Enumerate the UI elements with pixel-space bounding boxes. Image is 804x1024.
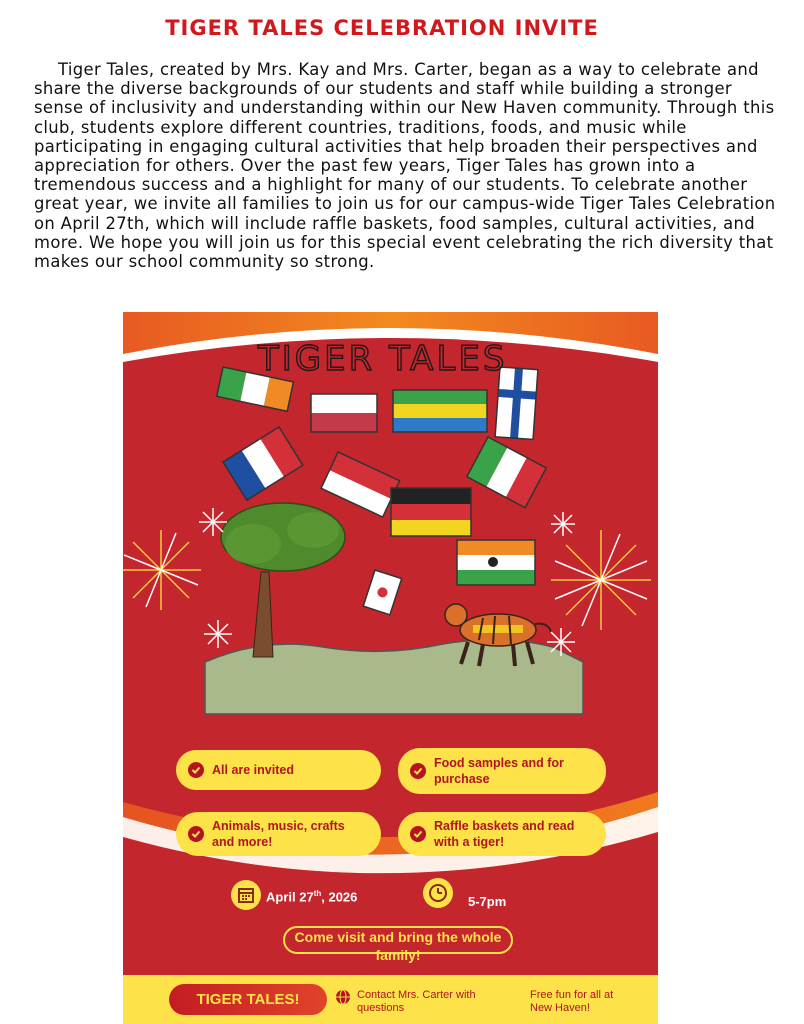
event-date — [266, 889, 357, 904]
flyer-footer — [123, 975, 658, 1024]
drawing-title: TIGER TALES — [258, 339, 508, 379]
feature-animals-music — [176, 812, 381, 856]
intro-paragraph: Tiger Tales, created by Mrs. Kay and Mrs. Carter, began as a way to celebrate and share the diverse backgrounds of our students and staff while building a stronger sense of inclusivity and understanding within our New Haven community. Through this club, students explore different countries, traditions, foods, and music while participating in engaging cultural activities that help broaden their perspectives and appreciation for others. Over the past few years, Tiger Tales has grown into a tremendous success and a highlight for many of our students. To celebrate another great year, we invite all families to join us for our campus-wide Tiger Tales Celebration on April 27th, which will include raffle baskets, food samples, cultural activities, and more. We hope you will join us for this special event celebrating the rich diversity that makes our school community so strong. — [34, 60, 776, 272]
globe-icon — [335, 989, 351, 1005]
date-suffix: th — [313, 889, 322, 898]
date-year: , 2026 — [321, 889, 358, 905]
cta-text: Come visit and bring the whole family! — [294, 929, 502, 963]
flag-india — [457, 540, 535, 585]
date-day: April 27 — [266, 889, 314, 905]
feature-label: All are invited — [212, 763, 294, 777]
document-title: TIGER TALES CELEBRATION INVITE — [165, 16, 599, 40]
event-flyer — [123, 312, 658, 1024]
check-circle-icon — [188, 762, 204, 778]
flyer-artwork — [123, 312, 658, 1024]
calendar-icon — [231, 880, 261, 910]
flag-germany — [391, 488, 471, 536]
check-circle-icon — [188, 826, 204, 842]
feature-raffle-baskets — [398, 812, 606, 856]
clock-icon — [423, 878, 453, 908]
feature-label: Animals, music, crafts and more! — [212, 819, 345, 849]
feature-all-invited — [176, 750, 381, 790]
free-fun-text: Free fun for all at New Haven! — [530, 989, 614, 1014]
contact-text: Contact Mrs. Carter with questions — [357, 989, 476, 1014]
check-circle-icon — [410, 763, 426, 779]
event-time: 5-7pm — [468, 894, 507, 909]
check-circle-icon — [410, 826, 426, 842]
feature-food-samples — [398, 748, 606, 794]
tiger-tales-button: TIGER TALES! — [169, 984, 327, 1015]
feature-label: Raffle baskets and read with a tiger! — [434, 819, 575, 849]
flag-poland — [311, 394, 377, 432]
flag-gabon — [393, 390, 487, 432]
feature-label: Food samples and for purchase — [434, 756, 564, 786]
